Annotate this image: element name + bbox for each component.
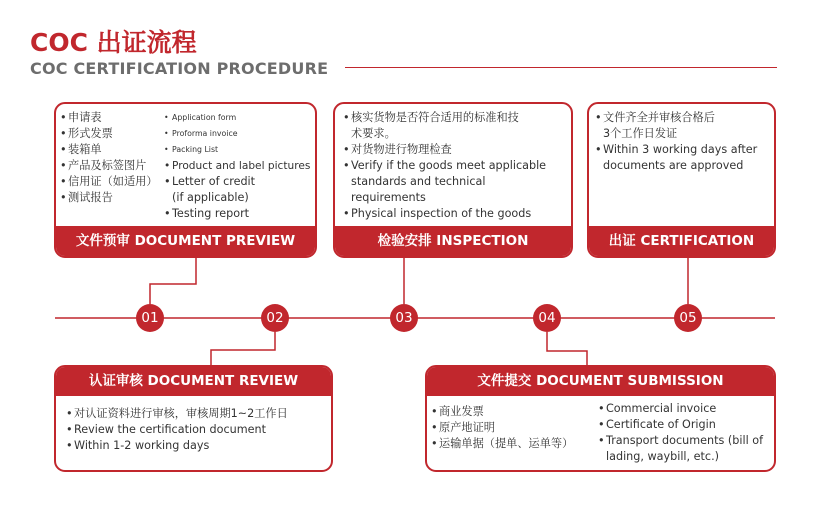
list-item: • Verify if the goods meet applicable xyxy=(343,158,546,174)
list-item: • 形式发票 xyxy=(60,126,158,142)
list-item: • Commercial invoice xyxy=(598,401,763,417)
list-item: • Physical inspection of the goods xyxy=(343,206,546,222)
list-item: • 申请表 xyxy=(60,110,158,126)
connector-submission xyxy=(547,332,587,366)
certification-list xyxy=(595,110,757,174)
list-item: • 对货物进行物理检查 xyxy=(343,142,546,158)
preview-en-list xyxy=(164,110,310,222)
preview-cn-list xyxy=(60,110,158,206)
stage-title-review: 认证审核 DOCUMENT REVIEW xyxy=(56,367,331,396)
list-item: • 产品及标签图片 xyxy=(60,158,158,174)
list-item: • 对认证资料进行审核，审核周期1~2工作日 xyxy=(66,406,288,422)
review-list xyxy=(66,406,288,454)
list-item: • 原产地证明 xyxy=(431,420,573,436)
list-item: • 信用证（如适用） xyxy=(60,174,158,190)
card-document-preview xyxy=(54,102,317,258)
step-03-badge: 03 xyxy=(390,304,418,332)
list-item: • Within 1-2 working days xyxy=(66,438,288,454)
list-item: requirements xyxy=(351,191,426,204)
list-item: • Certificate of Origin xyxy=(598,417,763,433)
list-item: lading, waybill, etc.) xyxy=(606,450,719,463)
card-document-review xyxy=(54,365,333,472)
stage-title-certification: 出证 CERTIFICATION xyxy=(589,226,774,256)
list-item: • Packing List xyxy=(164,142,310,158)
step-02-badge: 02 xyxy=(261,304,289,332)
step-04-badge: 04 xyxy=(533,304,561,332)
stage-title-submission: 文件提交 DOCUMENT SUBMISSION xyxy=(427,367,774,396)
stage-title-preview: 文件预审 DOCUMENT PREVIEW xyxy=(56,226,315,256)
list-item: • 测试报告 xyxy=(60,190,158,206)
list-item: • 装箱单 xyxy=(60,142,158,158)
list-item: documents are approved xyxy=(603,159,744,172)
step-01-badge: 01 xyxy=(136,304,164,332)
list-item: 3个工作日发证 xyxy=(603,127,678,140)
connector-preview xyxy=(150,257,196,304)
connector-review xyxy=(211,332,275,366)
inspection-list xyxy=(343,110,546,222)
submission-cn-list xyxy=(431,404,573,452)
page-title: COC 出证流程 xyxy=(30,28,197,57)
list-item: (if applicable) xyxy=(172,191,249,204)
card-certification xyxy=(587,102,776,258)
list-item: • 运输单据（提单、运单等） xyxy=(431,436,573,452)
list-item: • Proforma invoice xyxy=(164,126,310,142)
stage-title-inspection: 检验安排 INSPECTION xyxy=(335,226,571,256)
list-item: • Transport documents (bill of xyxy=(598,433,763,449)
list-item: • Letter of credit xyxy=(164,174,310,190)
list-item: • 核实货物是否符合适用的标准和技 xyxy=(343,110,546,126)
list-item: • Review the certification document xyxy=(66,422,288,438)
step-05-badge: 05 xyxy=(674,304,702,332)
card-inspection xyxy=(333,102,573,258)
card-document-submission xyxy=(425,365,776,472)
list-item: • Testing report xyxy=(164,206,310,222)
list-item: • 文件齐全并审核合格后 xyxy=(595,110,757,126)
list-item: • Application form xyxy=(164,110,310,126)
list-item: 术要求。 xyxy=(351,127,396,140)
submission-en-list xyxy=(598,401,763,465)
page-subtitle: COC CERTIFICATION PROCEDURE xyxy=(30,59,329,78)
list-item: • Product and label pictures xyxy=(164,158,310,174)
list-item: • 商业发票 xyxy=(431,404,573,420)
list-item: standards and technical xyxy=(351,175,486,188)
list-item: • Within 3 working days after xyxy=(595,142,757,158)
